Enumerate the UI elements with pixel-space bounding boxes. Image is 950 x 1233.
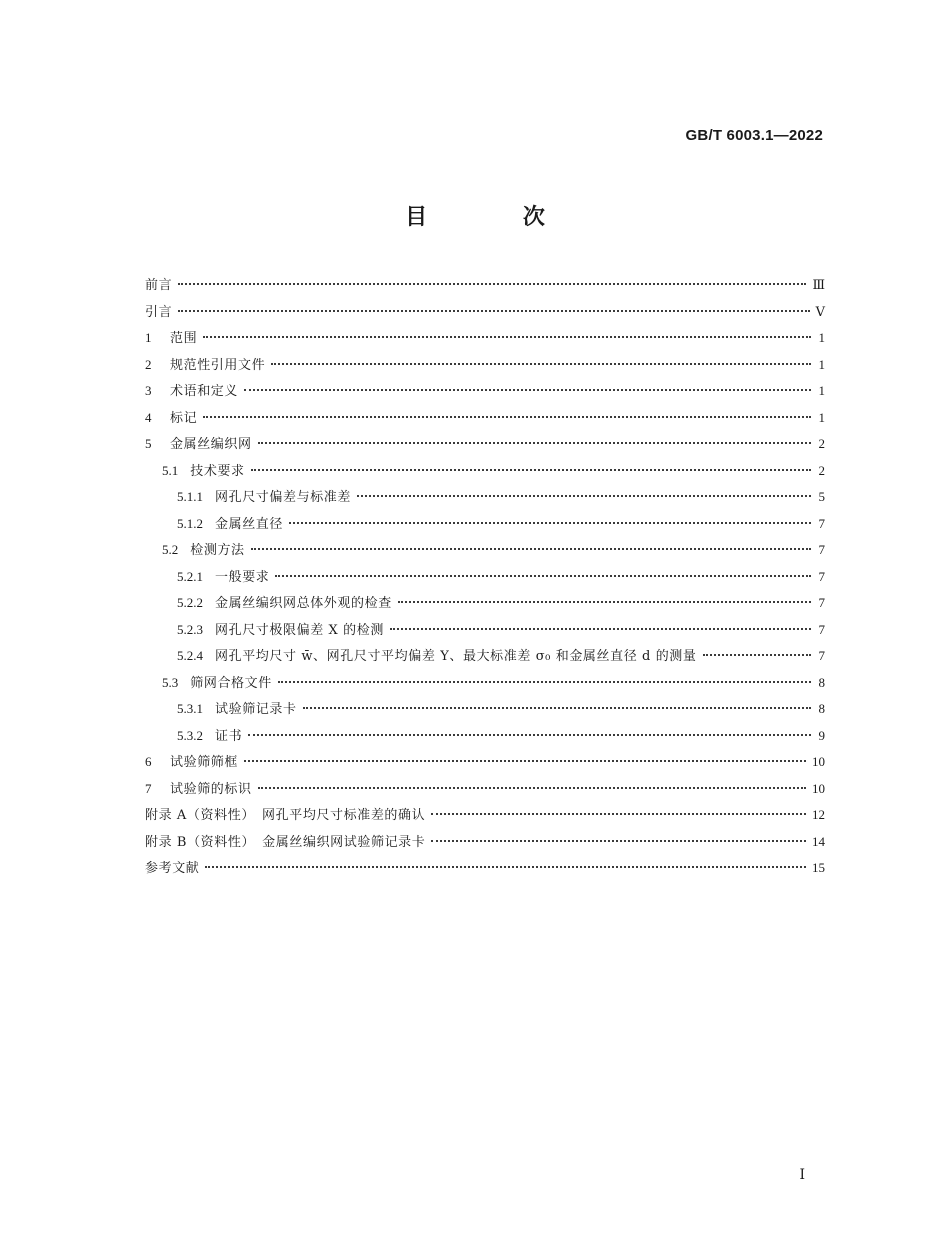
toc-entry-page: 10 [812,780,825,796]
toc-entry-label: 检测方法 [190,543,245,558]
toc-entry-number: 5 [145,436,152,451]
toc-entry-label: 规范性引用文件 [170,357,266,373]
toc-entry-number: 1 [145,330,152,345]
toc-entry-label: 术语和定义 [170,384,239,399]
toc-entry[interactable] [145,487,825,514]
toc-entry-number: 7 [145,780,152,796]
toc-entry-number: 5.1.2 [177,515,203,531]
toc-dot-leader [275,575,811,577]
toc-entry-label: 附录 B（资料性） 金属丝编织网试验筛记录卡 [145,834,426,850]
toc-entry-page: 5 [818,489,825,504]
toc-entry-number: 5.3.1 [177,701,203,716]
toc-entry[interactable] [145,514,825,541]
toc-dot-leader [203,416,811,418]
toc-dot-leader [205,866,806,868]
toc-entry-label: 范围 [170,331,198,346]
toc-entry[interactable] [145,726,825,753]
toc-entry-page: 7 [818,515,825,531]
toc-entry-number: 5.3.2 [177,727,203,743]
toc-entry[interactable] [145,832,825,859]
toc-entry-label: 试验筛筛框 [170,755,239,770]
toc-entry[interactable] [145,328,825,355]
toc-entry-number: 5.2.4 [177,648,203,663]
toc-entry-page: 1 [818,330,825,345]
toc-dot-leader [431,813,806,815]
toc-entry[interactable] [145,461,825,488]
page-number: Ⅰ [799,1168,805,1183]
toc-dot-leader [244,389,811,391]
toc-entry-number: 5.2.1 [177,568,203,584]
toc-entry-number: 5.2.3 [177,621,203,637]
toc-entry-page: 12 [812,807,825,822]
toc-dot-leader [398,601,811,603]
toc-entry-label: 网孔平均尺寸 w̄、网孔尺寸平均偏差 Y、最大标准差 σ₀ 和金属丝直径 d 的测量 [215,649,697,664]
toc-entry-number: 5.3 [162,674,179,690]
toc-entry-label: 金属丝直径 [215,516,284,532]
toc-entry[interactable] [145,381,825,408]
toc-entry-page: 7 [818,621,825,637]
toc-entry[interactable] [145,408,825,435]
toc-dot-leader [703,654,811,656]
toc-entry[interactable] [145,275,825,302]
toc-entry-page: 10 [812,754,825,769]
toc-entry-page: Ⅴ [815,303,825,319]
toc-entry-page: 1 [818,409,825,425]
toc-entry[interactable] [145,593,825,620]
toc-entry[interactable] [145,646,825,673]
toc-entry-number: 6 [145,754,152,769]
toc-entry-number: 4 [145,409,152,425]
toc-entry-page: Ⅲ [812,277,825,292]
toc-entry-label: 标记 [170,410,198,426]
toc-dot-leader [258,787,806,789]
toc-entry-label: 证书 [215,728,243,744]
toc-entry-label: 附录 A（资料性） 网孔平均尺寸标准差的确认 [145,808,426,823]
toc-entry[interactable] [145,620,825,647]
toc-entry[interactable] [145,858,825,885]
toc-entry-number: 2 [145,356,152,372]
toc-entry-page: 15 [812,860,825,875]
toc-entry[interactable] [145,434,825,461]
toc-dot-leader [278,681,811,683]
toc-entry-number: 5.1 [162,462,179,478]
toc-entry-page: 8 [818,674,825,690]
standard-code: GB/T 6003.1—2022 [685,127,823,144]
toc-entry[interactable] [145,673,825,700]
toc-entry[interactable] [145,567,825,594]
toc-dot-leader [271,363,811,365]
toc-entry-page: 7 [818,648,825,663]
toc-entry-page: 1 [818,356,825,372]
toc-entry-label: 网孔尺寸极限偏差 X 的检测 [215,622,384,638]
toc-dot-leader [251,469,811,471]
toc-entry-label: 引言 [145,304,173,320]
toc-entry-number: 3 [145,383,152,398]
toc-entry-page: 7 [818,542,825,557]
toc-entry-label: 前言 [145,278,173,293]
toc-entry[interactable] [145,302,825,329]
toc-entry-page: 7 [818,595,825,610]
toc-dot-leader [431,840,806,842]
toc-entry[interactable] [145,752,825,779]
toc-entry[interactable] [145,355,825,382]
toc-dot-leader [390,628,811,630]
toc-entry-number: 5.2.2 [177,595,203,610]
toc-entry-page: 9 [818,727,825,743]
toc-dot-leader [203,336,811,338]
toc-entry-page: 8 [818,701,825,716]
toc-entry-label: 筛网合格文件 [190,675,272,691]
toc-entry-label: 金属丝编织网 [170,437,252,452]
toc-entry-label: 试验筛记录卡 [215,702,297,717]
toc-entry-page: 1 [818,383,825,398]
toc-entry-label: 试验筛的标识 [170,781,252,797]
toc-entry-page: 14 [812,833,825,849]
toc-entry-label: 金属丝编织网总体外观的检查 [215,596,392,611]
toc-dot-leader [251,548,811,550]
toc-entry-label: 技术要求 [190,463,245,479]
toc-entry-label: 参考文献 [145,861,200,876]
toc-dot-leader [357,495,811,497]
toc-dot-leader [178,310,809,312]
toc-entry[interactable] [145,540,825,567]
toc-dot-leader [178,283,806,285]
toc-dot-leader [258,442,811,444]
toc-dot-leader [244,760,806,762]
table-of-contents [145,275,825,885]
toc-dot-leader [289,522,811,524]
page-title: 目 次 [405,205,589,230]
toc-entry-page: 2 [818,436,825,451]
toc-entry-label: 一般要求 [215,569,270,585]
toc-entry-number: 5.1.1 [177,489,203,504]
toc-entry-label: 网孔尺寸偏差与标准差 [215,490,352,505]
toc-entry[interactable] [145,699,825,726]
toc-entry-number: 5.2 [162,542,179,557]
toc-dot-leader [248,734,811,736]
toc-dot-leader [303,707,811,709]
toc-entry[interactable] [145,805,825,832]
toc-entry-page: 2 [818,462,825,478]
toc-entry-page: 7 [818,568,825,584]
toc-entry[interactable] [145,779,825,806]
